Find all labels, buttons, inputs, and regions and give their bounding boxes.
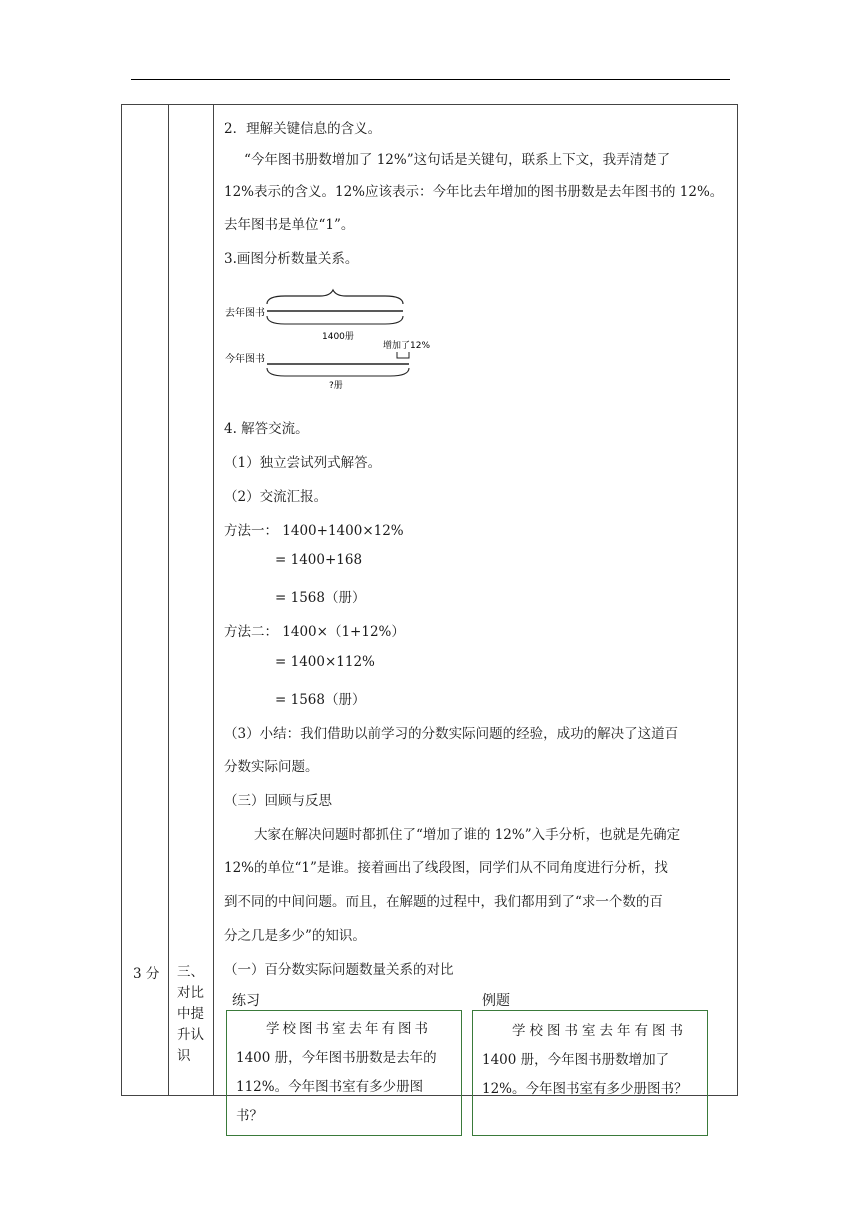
review-heading: （三）回顾与反思 (224, 793, 332, 809)
review-line-2: 12%的单位“1”是谁。接着画出了线段图，同学们从不同角度进行分析，找 (224, 860, 668, 876)
review-line-4: 分之几是多少”的知识。 (224, 928, 366, 944)
practice-label: 练习 (232, 993, 260, 1009)
line-segment-diagram (225, 284, 445, 398)
method-2-line-3: = 1568（册） (275, 692, 366, 708)
example-label: 例题 (482, 993, 510, 1009)
summary-line-1: （3）小结：我们借助以前学习的分数实际问题的经验，成功的解决了这道百 (224, 726, 679, 742)
time-column (122, 105, 169, 1095)
time-cell: 3 分 (133, 966, 160, 982)
paragraph-line: 去年图书是单位“1”。 (224, 217, 355, 233)
paragraph-line: “今年图书册数增加了 12%”这句话是关键句，联系上下文，我弄清楚了 (244, 152, 671, 168)
paragraph-line: 12%表示的含义。12%应该表示：今年比去年增加的图书册数是去年图书的 12%。 (224, 184, 724, 200)
diagram-count-label: 1400册 (322, 332, 354, 342)
brace-last-year (267, 316, 403, 324)
diagram-increase-label: 增加了12% (383, 341, 431, 351)
section-label: 三、 对比 中提 升认 识 (177, 964, 204, 1064)
step-4-heading: 4. 解答交流。 (224, 421, 309, 437)
practice-text: 学校图书室去年有图书 1400 册，今年图书册数是去年的 112%。今年图书室有多少册图 书？ (236, 1021, 437, 1124)
review-line-3: 到不同的中间问题。而且，在解题的过程中，我们都用到了“求一个数的百 (224, 894, 663, 910)
brace-increase (397, 352, 409, 358)
brace-this-year (267, 368, 409, 376)
brace-top (267, 290, 403, 304)
summary-line-2: 分数实际问题。 (224, 759, 319, 775)
method-1-line-2: = 1400+168 (275, 552, 363, 568)
header-rule (131, 79, 730, 80)
review-line-1: 大家在解决问题时都抓住了“增加了谁的 12%”入手分析，也就是先确定 (254, 827, 681, 843)
method-1-line-3: = 1568（册） (275, 590, 366, 606)
step-2-heading: 2．理解关键信息的含义。 (224, 121, 382, 137)
section-column (168, 105, 214, 1095)
diagram-label-last-year: 去年图书 (225, 308, 265, 319)
diagram-label-this-year: 今年图书 (225, 354, 265, 365)
lesson-table (121, 104, 738, 1096)
compare-heading: （一）百分数实际问题数量关系的对比 (224, 962, 454, 978)
method-2-line-2: = 1400×112% (275, 654, 375, 670)
example-text: 学校图书室去年有图书 1400 册，今年图书册数增加了 12%。今年图书室有多少册图书？ (482, 1023, 688, 1097)
method-1-line-1: 方法一： 1400+1400×12% (224, 523, 404, 539)
diagram-unknown-label: ?册 (329, 381, 343, 391)
sub-step: （2）交流汇报。 (224, 489, 328, 505)
step-3-heading: 3.画图分析数量关系。 (224, 251, 359, 267)
sub-step: （1）独立尝试列式解答。 (224, 455, 382, 471)
method-2-line-1: 方法二： 1400×（1+12%） (224, 624, 405, 640)
diagram-svg (225, 284, 445, 394)
